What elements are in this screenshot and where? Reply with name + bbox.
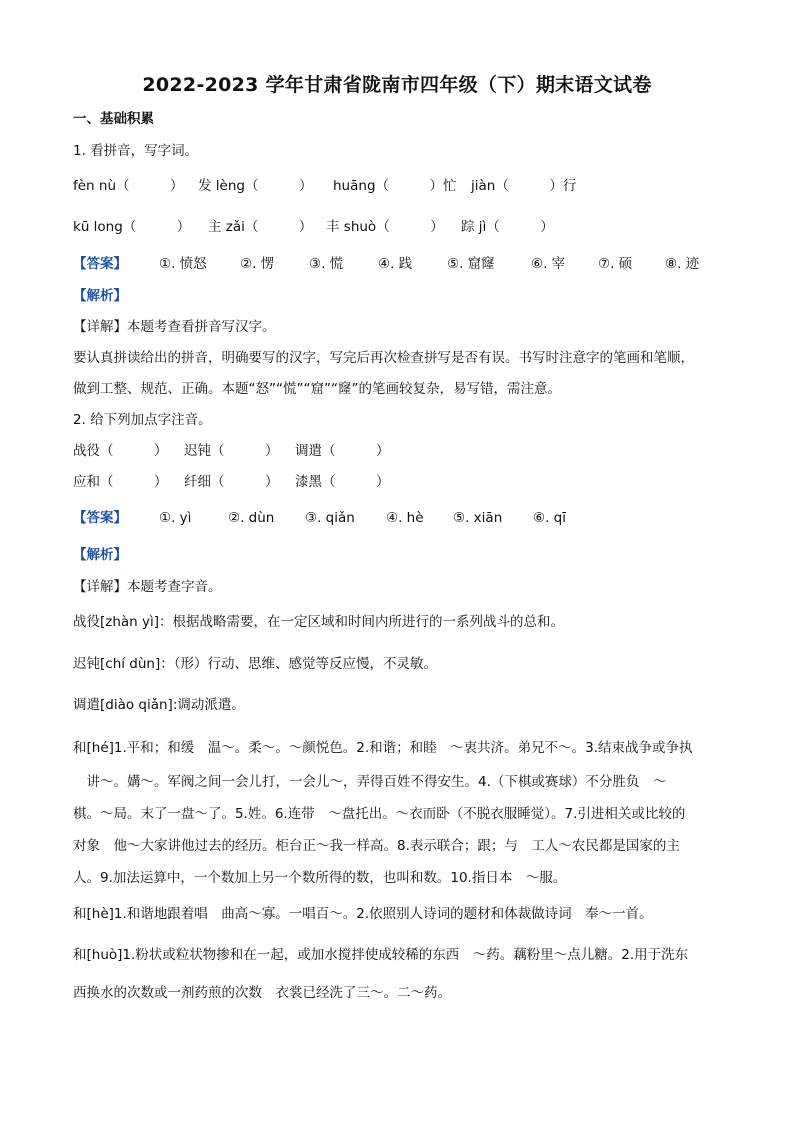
definition-text: 人。9.加法运算中，一个数加上另一个数所得的数，也叫和数。10.指日本 ～服。 bbox=[73, 870, 567, 886]
answer-item: ⑦. 硕 bbox=[598, 256, 633, 272]
analysis-tag: 【解析】 bbox=[73, 288, 127, 304]
explanation-text: 做到工整、规范、正确。本题“怒”“慌”“窟”“窿”的笔画较复杂，易写错，需注意。 bbox=[73, 381, 561, 397]
analysis-tag: 【解析】 bbox=[73, 547, 127, 563]
pinyin-item: 丰 shuò（ ） bbox=[326, 219, 444, 235]
definition-text: 战役[zhàn yì]：根据战略需要，在一定区域和时间内所进行的一系列战斗的总和。 bbox=[73, 614, 565, 630]
definition-text: 和[hé]1.平和；和缓 温～。柔～。～颜悦色。2.和谐；和睦 ～衷共济。弟兄不～。3.结束战争或争执 bbox=[73, 740, 693, 756]
answer-item: ①. yì bbox=[159, 510, 192, 526]
definition-text: 和[huò]1.粉状或粒状物掺和在一起，或加水搅拌使成较稀的东西 ～药。藕粉里～点儿糖。2.用于洗东 bbox=[73, 947, 689, 963]
answer-item: ⑥. qī bbox=[533, 510, 567, 526]
definition-text: 西换水的次数或一剂药煎的次数 衣裳已经洗了三～。二～药。 bbox=[73, 985, 451, 1001]
question-2-stem: 2. 给下列加点字注音。 bbox=[73, 412, 212, 428]
question-2-row-1 bbox=[73, 441, 390, 461]
pinyin-item: fèn nù（ ） bbox=[73, 178, 184, 194]
detail-text: 【详解】本题考查字音。 bbox=[73, 579, 222, 595]
word-item: 应和（ ） bbox=[73, 474, 168, 490]
question-1-stem: 1. 看拼音，写字词。 bbox=[73, 143, 199, 159]
answer-tag: 【答案】 bbox=[73, 510, 127, 526]
answer-item: ③. qiǎn bbox=[305, 510, 355, 526]
question-1-row-2 bbox=[73, 217, 554, 237]
definition-text: 讲～。媾～。军阀之间一会儿打，一会儿～，弄得百姓不得安生。4.（下棋或赛球）不分胜负 ～ bbox=[73, 774, 667, 790]
section-heading: 一、基础积累 bbox=[73, 111, 154, 127]
pinyin-item: 发 lèng（ ） bbox=[198, 178, 313, 194]
definition-text: 对象 他～大家讲他过去的经历。柜台正～我一样高。8.表示联合；跟；与 工人～农民都是国家的主 bbox=[73, 838, 680, 854]
page-title: 2022-2023 学年甘肃省陇南市四年级（下）期末语文试卷 bbox=[142, 74, 652, 96]
word-item: 战役（ ） bbox=[73, 443, 168, 459]
question-2-answer bbox=[73, 508, 566, 528]
definition-text: 和[hè]1.和谐地跟着唱 曲高～寡。一唱百～。2.依照别人诗词的题材和体裁做诗词 奉～一首。 bbox=[73, 906, 653, 922]
answer-tag: 【答案】 bbox=[73, 256, 127, 272]
answer-item: ③. 慌 bbox=[309, 256, 344, 272]
detail-text: 【详解】本题考查看拼音写汉字。 bbox=[73, 319, 276, 335]
definition-text: 迟钝[chí dùn]：（形）行动、思维、感觉等反应慢，不灵敏。 bbox=[73, 656, 437, 672]
question-1-row-1 bbox=[73, 176, 576, 196]
answer-item: ④. hè bbox=[386, 510, 424, 526]
answer-item: ⑤. 窟窿 bbox=[447, 256, 495, 272]
pinyin-item: huāng（ ）忙 bbox=[333, 178, 457, 194]
answer-item: ⑤. xiān bbox=[453, 510, 503, 526]
question-1-answer bbox=[73, 254, 699, 274]
pinyin-item: 主 zǎi（ ） bbox=[208, 219, 313, 235]
explanation-text: 要认真拼读给出的拼音，明确要写的汉字，写完后再次检查拼写是否有误。书写时注意字的笔画和笔顺， bbox=[73, 350, 694, 366]
word-item: 漆黑（ ） bbox=[295, 474, 390, 490]
word-item: 纤细（ ） bbox=[184, 474, 279, 490]
answer-item: ①. 愤怒 bbox=[159, 256, 207, 272]
answer-item: ⑥. 宰 bbox=[531, 256, 566, 272]
question-2-row-2 bbox=[73, 472, 390, 492]
answer-item: ②. 愣 bbox=[240, 256, 275, 272]
answer-item: ⑧. 迹 bbox=[665, 256, 700, 272]
answer-item: ②. dùn bbox=[228, 510, 275, 526]
word-item: 迟钝（ ） bbox=[184, 443, 279, 459]
pinyin-item: jiàn（ ）行 bbox=[471, 178, 577, 194]
pinyin-item: kū long（ ） bbox=[73, 219, 191, 235]
word-item: 调遣（ ） bbox=[295, 443, 390, 459]
pinyin-item: 踪 jì（ ） bbox=[461, 219, 554, 235]
definition-text: 棋。～局。末了一盘～了。5.姓。6.连带 ～盘托出。～衣而卧（不脱衣服睡觉）。7.引进相关或比较的 bbox=[73, 806, 686, 822]
definition-text: 调遣[diào qiǎn]:调动派遣。 bbox=[73, 697, 245, 713]
answer-item: ④. 践 bbox=[378, 256, 413, 272]
